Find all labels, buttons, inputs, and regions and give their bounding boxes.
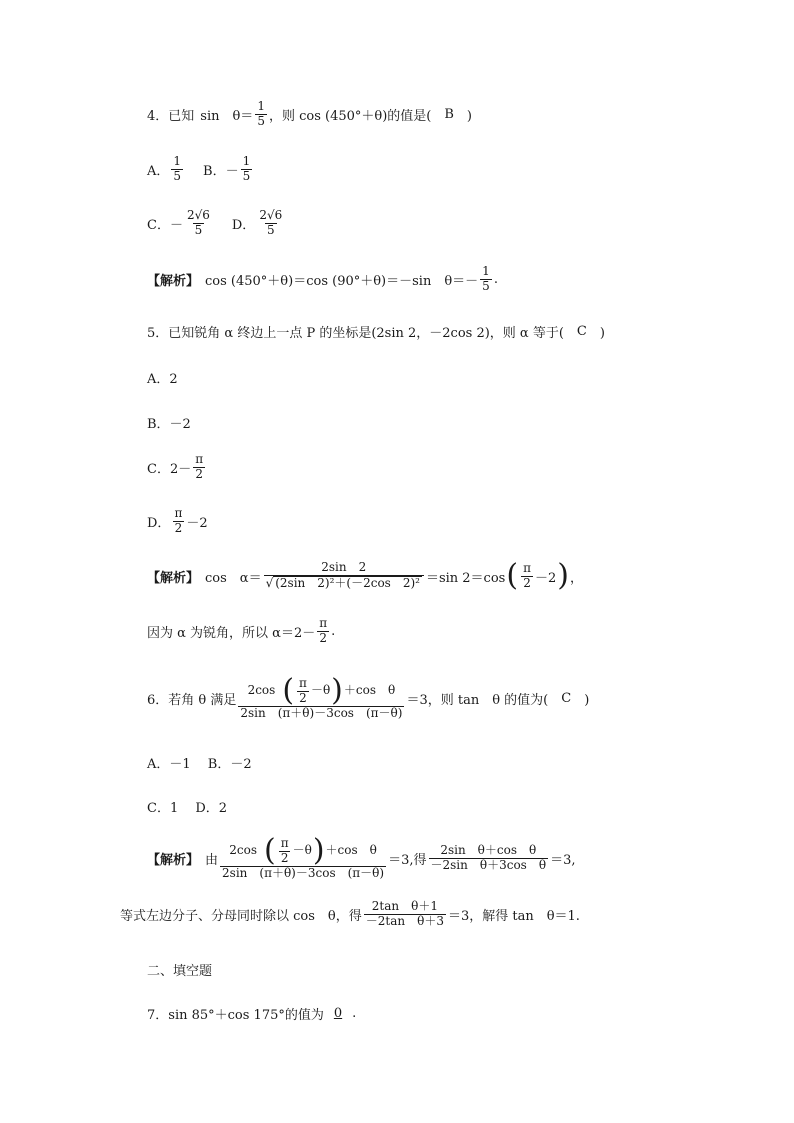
q4-stem xyxy=(147,100,472,129)
fraction-denominator: －2tan θ＋3 xyxy=(365,913,444,928)
q6-lead: 6．若角 θ 满足 xyxy=(147,692,237,708)
q4-option-a-label: A． xyxy=(147,163,170,179)
q4-solution-end: . xyxy=(493,271,498,287)
q4-option-d-label: D． xyxy=(231,217,256,233)
q5-option-d-fraction xyxy=(172,507,184,536)
q5-option-b xyxy=(147,413,191,432)
q4-lead: 4．已知 xyxy=(147,108,195,124)
q5-answer: C xyxy=(576,324,587,339)
fraction-numerator: π xyxy=(280,835,289,850)
fraction-denominator: 5 xyxy=(173,168,182,183)
right-paren-icon: ) xyxy=(331,673,343,708)
q4-solution-fraction xyxy=(480,265,492,294)
q4-option-a-fraction xyxy=(171,155,183,184)
q5-option-c-fraction xyxy=(193,453,205,482)
q6-solution-mid: ＝3,得 xyxy=(388,852,427,868)
q5-solution2-end: . xyxy=(331,623,336,639)
q5-option-c-label: C．2－ xyxy=(147,461,192,477)
q5-solution-mid: ＝sin 2＝cos xyxy=(425,570,506,586)
q5-option-d xyxy=(147,507,208,536)
fraction-denominator: 2 xyxy=(523,575,531,590)
q6-sol-inner-fraction xyxy=(279,837,291,866)
q6-options-cd-text: C．1 D．2 xyxy=(147,801,228,816)
q7-end: . xyxy=(352,1006,357,1021)
fraction-denominator: 2 xyxy=(299,690,307,705)
q5-solution-lhs: cos α＝ xyxy=(205,570,262,586)
q5-option-c xyxy=(147,453,207,482)
q4-options-cd xyxy=(147,209,286,238)
q6-solution-fraction-2 xyxy=(429,844,549,873)
q5-option-b-text: B．－2 xyxy=(147,417,191,432)
fraction-numerator: π xyxy=(523,560,531,575)
left-paren-icon: ( xyxy=(263,833,276,868)
q4-option-b-fraction xyxy=(241,155,253,184)
q6-inner-fraction xyxy=(297,677,309,706)
fraction-denominator: 2 xyxy=(195,466,203,481)
q6-stem xyxy=(147,673,590,721)
fraction-denominator: 5 xyxy=(266,222,275,237)
q5-solution-inner-fraction xyxy=(521,562,533,591)
fraction-numerator: 2√6 xyxy=(186,208,210,222)
fraction-denominator: 5 xyxy=(257,113,265,128)
right-paren-icon: ) xyxy=(312,833,325,868)
fraction-numerator: 2√6 xyxy=(259,208,283,222)
q6-num-b: ＋cos θ xyxy=(343,683,396,698)
q6-inner-post: －θ xyxy=(310,683,331,698)
q6-solution2-end: ＝3，解得 tan θ＝1. xyxy=(447,908,580,924)
fraction-numerator xyxy=(246,673,398,708)
fraction-denominator: 2 xyxy=(280,850,289,865)
q4-option-d-fraction xyxy=(257,209,284,238)
fraction-numerator: π xyxy=(174,506,183,520)
fraction-denominator: 5 xyxy=(242,168,251,183)
q6-options-ab-text: A．－1 B．－2 xyxy=(147,757,252,772)
fraction-numerator: 2sin 2 xyxy=(321,560,367,575)
fraction-numerator: π xyxy=(319,616,328,630)
q5-solution-line2 xyxy=(147,617,335,646)
q6-solution2-pre: 等式左边分子、分母同时除以 cos θ，得 xyxy=(120,908,362,924)
q6-sol-inner-post: －θ xyxy=(292,843,312,858)
q6-answer: C xyxy=(561,690,572,706)
fraction-denominator: －2sin θ＋3cos θ xyxy=(430,857,547,872)
q5-solution-inner-post: －2 xyxy=(534,570,557,586)
q4-solution-text: cos (450°＋θ)＝cos (90°＋θ)＝－sin θ＝－ xyxy=(205,273,479,289)
q5-option-d-label: D． xyxy=(147,515,171,531)
q5-solution-fraction xyxy=(264,561,424,591)
q6-sol-num-a: 2cos xyxy=(229,843,257,858)
q6-solution-line2 xyxy=(120,900,580,929)
right-paren-icon: ) xyxy=(557,558,569,593)
q6-options-cd xyxy=(147,797,227,816)
q6-close: ) xyxy=(571,692,590,708)
q6-solution2-fraction xyxy=(364,900,446,929)
q6-solution xyxy=(147,833,576,881)
fraction-numerator: 1 xyxy=(257,99,265,113)
q7-answer: 0 xyxy=(333,1006,343,1021)
fraction-numerator: 2sin θ＋cos θ xyxy=(440,843,537,858)
q7-answer-blank xyxy=(324,1006,352,1021)
fraction-denominator: 2 xyxy=(319,630,327,645)
q5-solution2-text: 因为 α 为锐角，所以 α＝2－ xyxy=(147,625,316,641)
section-heading-text: 二、填空题 xyxy=(147,964,213,979)
radicand: (2sin 2)²＋(－2cos 2)² xyxy=(275,576,420,590)
q5-option-a xyxy=(147,368,178,387)
fraction-numerator: 1 xyxy=(173,154,182,168)
solution-tag: 【解析】 xyxy=(147,273,200,289)
q7-stem xyxy=(147,1004,356,1023)
q6-solution-end: ＝3, xyxy=(550,852,576,868)
section-heading xyxy=(147,960,212,979)
q5-solution2-fraction xyxy=(317,617,329,646)
fraction-numerator: π xyxy=(299,675,307,690)
fraction-denominator: 5 xyxy=(194,222,203,237)
q5-close: ) xyxy=(586,326,605,341)
fraction-numerator: 1 xyxy=(242,154,251,168)
q5-solution xyxy=(147,558,583,593)
fraction-numerator: 2tan θ＋1 xyxy=(371,899,438,913)
solution-tag: 【解析】 xyxy=(147,570,200,586)
q4-option-b-label: B．－ xyxy=(203,163,239,179)
q6-num-a: 2cos xyxy=(247,683,276,698)
q6-solution-fraction-1 xyxy=(220,833,386,881)
sqrt-icon: √ xyxy=(265,575,274,590)
q6-solution-pre: 由 xyxy=(205,852,219,868)
fraction-numerator: π xyxy=(195,452,204,466)
q6-sol-num-b: ＋cos θ xyxy=(325,843,377,858)
q5-solution-end: ， xyxy=(569,570,583,586)
left-paren-icon: ( xyxy=(506,558,519,593)
q7-stem-text: 7．sin 85°＋cos 175°的值为 xyxy=(147,1008,324,1023)
q6-ask: ＝3，则 tan θ 的值为( xyxy=(406,692,562,708)
fraction-denominator: 2 xyxy=(174,520,183,535)
q6-fraction xyxy=(238,673,404,721)
fraction-denominator: 5 xyxy=(482,278,490,293)
fraction-numerator: 1 xyxy=(482,264,490,278)
q4-ask: ，则 cos (450°＋θ)的值是( xyxy=(268,108,445,124)
q4-cond-fraction xyxy=(255,100,267,129)
q5-option-d-post: －2 xyxy=(186,515,208,531)
q5-stem-text: 5．已知锐角 α 终边上一点 P 的坐标是(2sin 2，－2cos 2)，则 α 等于( xyxy=(147,326,577,341)
q4-close: ) xyxy=(453,108,472,124)
q6-options-ab xyxy=(147,753,252,772)
q4-solution xyxy=(147,265,498,294)
q4-option-c-fraction xyxy=(185,209,212,238)
q4-condition: sin θ＝ xyxy=(200,108,254,124)
solution-tag: 【解析】 xyxy=(147,852,200,868)
fraction-denominator: 2sin (π＋θ)－3cos (π－θ) xyxy=(240,706,403,720)
q4-options-ab xyxy=(147,155,254,184)
left-paren-icon: ( xyxy=(282,673,295,708)
q5-option-a-text: A．2 xyxy=(147,372,178,387)
q4-answer: B xyxy=(444,106,454,122)
fraction-numerator xyxy=(227,833,379,868)
fraction-denominator: 2sin (π＋θ)－3cos (π－θ) xyxy=(222,866,385,880)
q5-stem xyxy=(147,322,605,341)
fraction-denominator xyxy=(264,575,424,591)
q4-option-c-label: C．－ xyxy=(147,217,183,233)
